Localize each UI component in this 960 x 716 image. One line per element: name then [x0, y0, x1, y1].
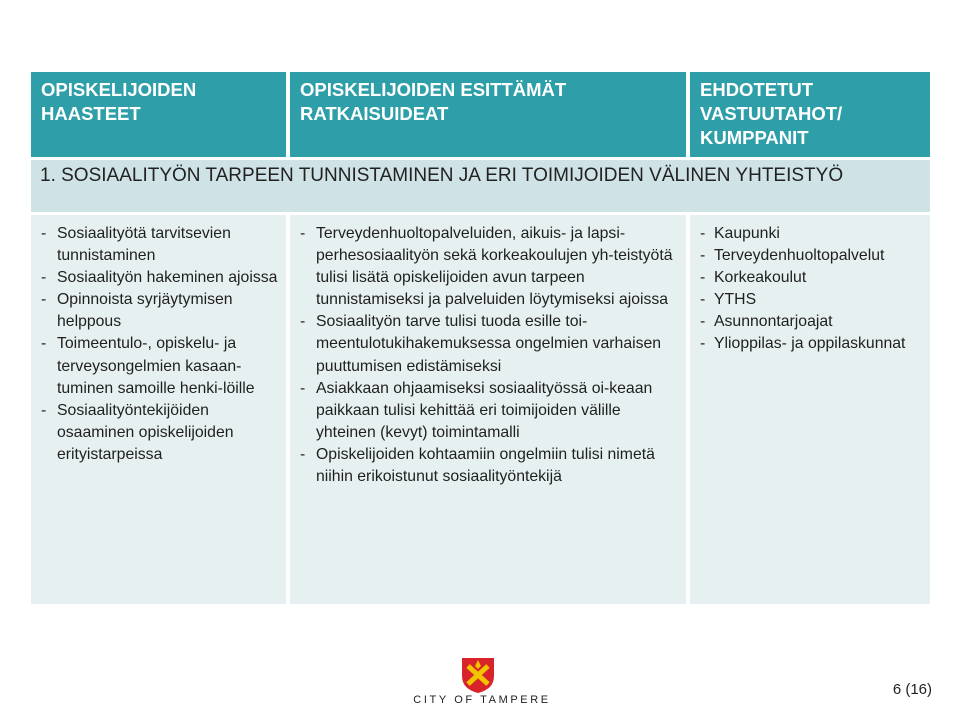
list-item: - Terveydenhuoltopalvelut [698, 245, 922, 267]
section-title: 1. SOSIAALITYÖN TARPEEN TUNNISTAMINEN JA ERI TOIMIJOIDEN VÄLINEN YHTEISTYÖ [31, 160, 930, 212]
header-responsible-parties-label: EHDOTETUT VASTUUTAHOT/ KUMPPANIT [700, 79, 843, 148]
list-item: - Sosiaalityön tarve tulisi tuoda esille toi-meentulotukihakemuksessa ongelmien varhaisen puuttumisen edistämiseksi [298, 311, 678, 377]
list-item: - Opinnoista syrjäytymisen helppous [39, 289, 278, 333]
header-solution-ideas-label: OPISKELIJOIDEN ESITTÄMÄT RATKAISUIDEAT [300, 79, 567, 124]
list-item: - Ylioppilas- ja oppilaskunnat [698, 333, 922, 355]
list-item: - Sosiaalityötä tarvitsevien tunnistaminen [39, 223, 278, 267]
list-item: - Korkeakoulut [698, 267, 922, 289]
challenges-cell [31, 215, 286, 604]
list-item: - Sosiaalityön hakeminen ajoissa [39, 267, 278, 289]
header-challenges-label: OPISKELIJOIDEN HAASTEET [41, 79, 197, 124]
list-item: - Terveydenhuoltopalveluiden, aikuis- ja lapsi-perhesosiaalityön sekä korkeakoulujen yh-teistyötä tulisi lisätä opiskelijoiden avun tarpeen tunnistamiseksi ja palveluiden löytymiseksi ajoissa [298, 223, 678, 311]
list-item: - YTHS [698, 289, 922, 311]
page-number: 6 (16) [892, 681, 932, 698]
header-challenges [31, 72, 286, 157]
header-solution-ideas [290, 72, 686, 157]
list-item: - Asunnontarjoajat [698, 311, 922, 333]
list-item: - Toimeentulo-, opiskelu- ja terveysongelmien kasaan-tuminen samoille henki-löille [39, 333, 278, 399]
responsible-parties-cell [690, 215, 930, 604]
footer-city-name: CITY OF TAMPERE [413, 694, 551, 706]
solution-ideas-cell [290, 215, 686, 604]
tampere-coat-of-arms-icon [460, 656, 496, 694]
list-item: - Sosiaalityöntekijöiden osaaminen opiskelijoiden erityistarpeissa [39, 400, 278, 466]
header-responsible-parties [690, 72, 930, 157]
list-item: - Kaupunki [698, 223, 922, 245]
list-item: - Asiakkaan ohjaamiseksi sosiaalityössä oi-keaan paikkaan tulisi kehittää eri toimijoiden välille yhteinen (kevyt) toimintamalli [298, 378, 678, 444]
list-item: - Opiskelijoiden kohtaamiin ongelmiin tulisi nimetä niihin erikoistunut sosiaalityöntekijä [298, 444, 678, 488]
